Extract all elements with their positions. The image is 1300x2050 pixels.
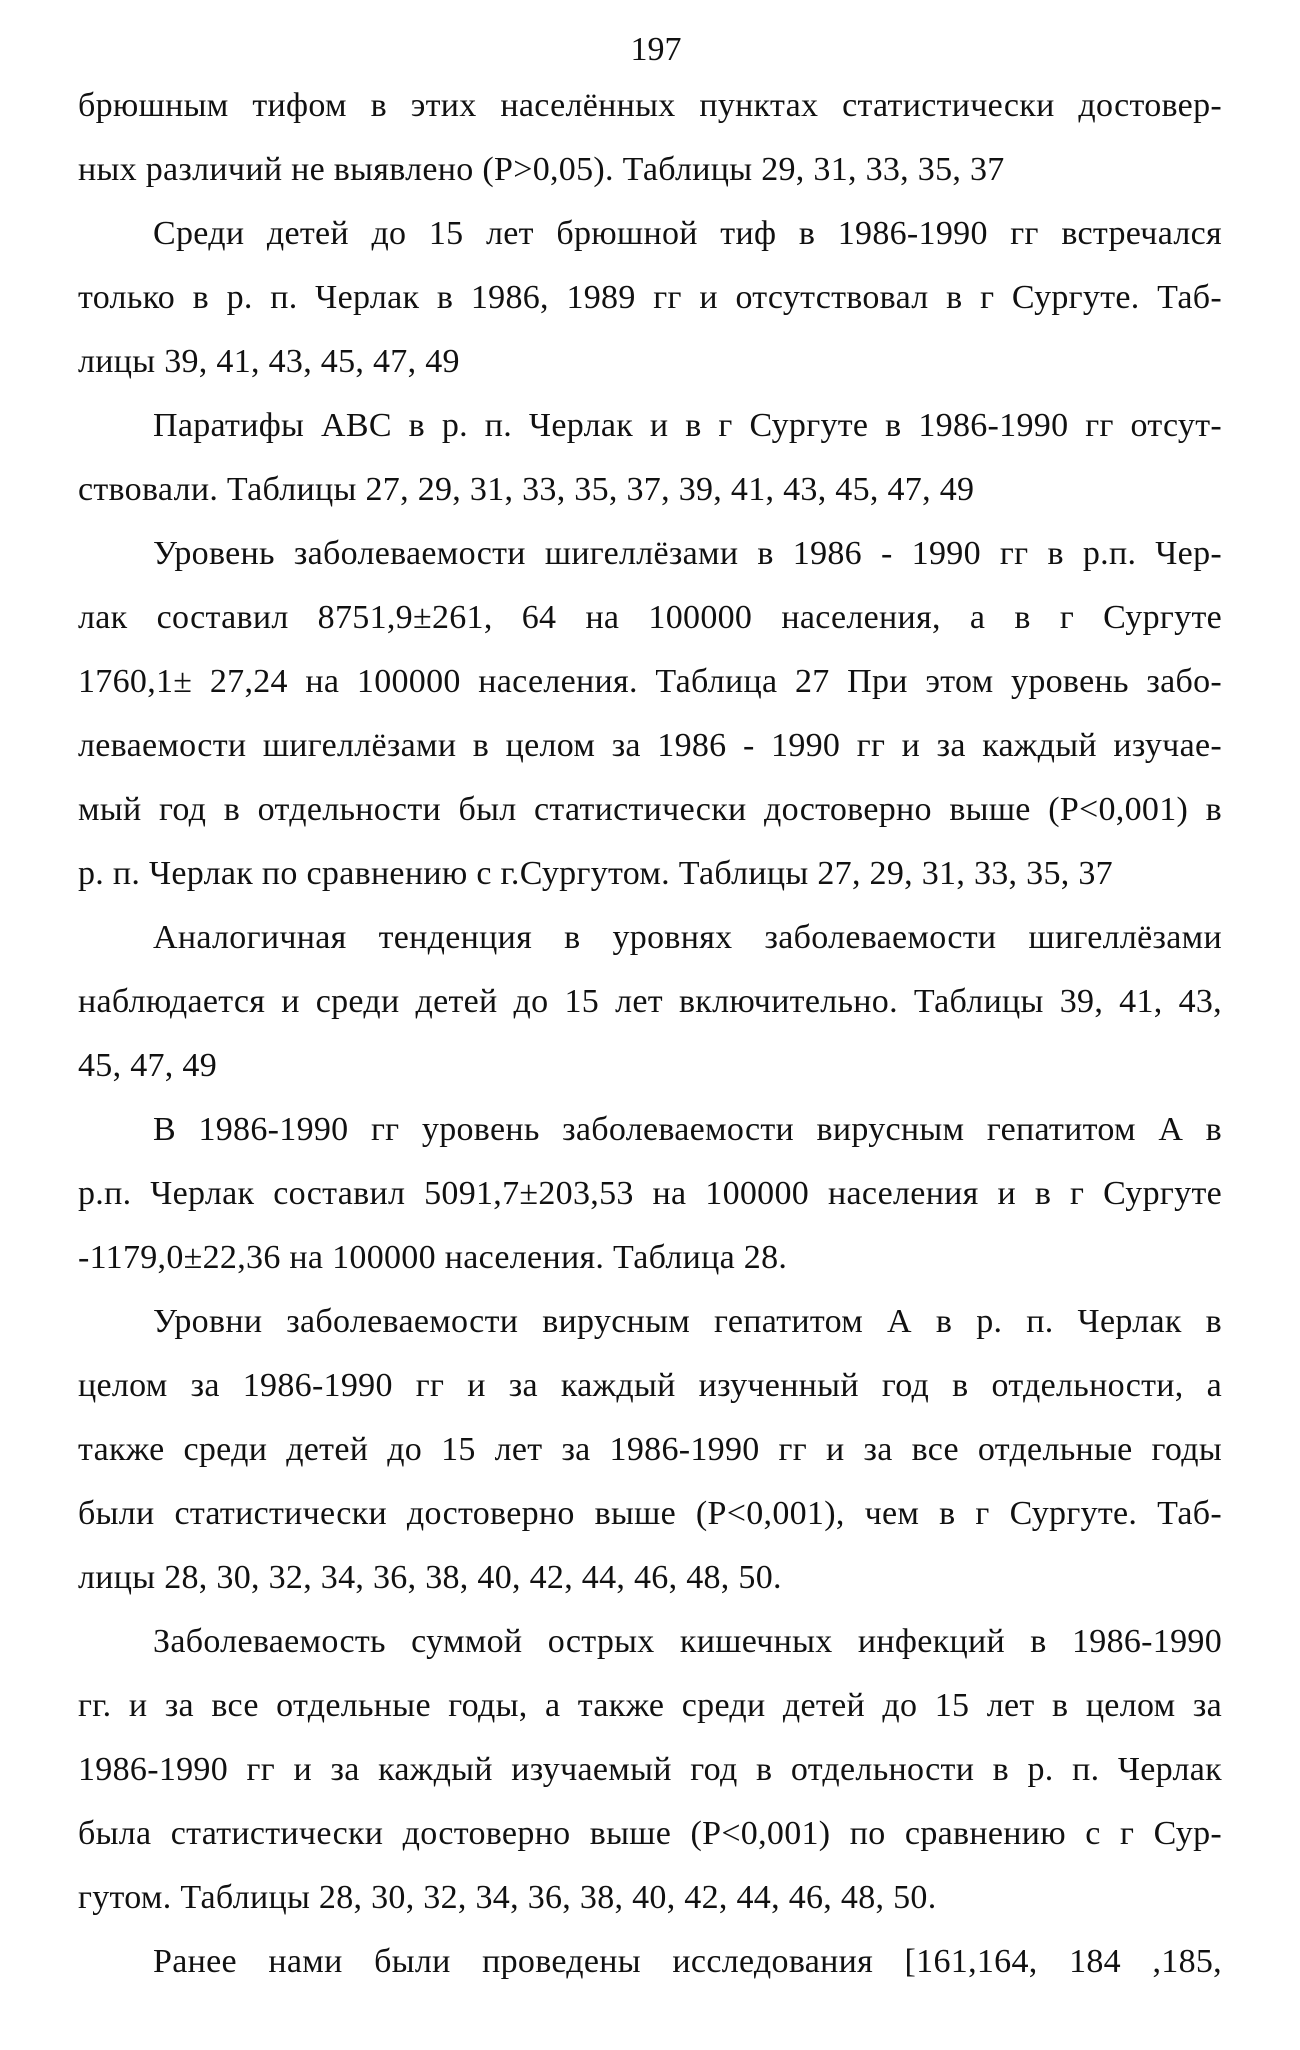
paragraph — [78, 1930, 1222, 1994]
text-line: лицы 39, 41, 43, 45, 47, 49 — [78, 343, 460, 380]
body-text — [78, 74, 1222, 1994]
text-line: леваемости шигеллёзами в целом за 1986 - 1990 гг и за каждый изучае- — [78, 727, 1222, 764]
text-line: Заболеваемость суммой острых кишечных инфекций в 1986-1990 — [153, 1623, 1222, 1660]
text-line: гутом. Таблицы 28, 30, 32, 34, 36, 38, 40, 42, 44, 46, 48, 50. — [78, 1879, 937, 1916]
text-line: Уровни заболеваемости вирусным гепатитом А в р. п. Черлак в — [153, 1303, 1222, 1340]
text-line: 1986-1990 гг и за каждый изучаемый год в отдельности в р. п. Черлак — [78, 1751, 1222, 1788]
text-line: были статистически достоверно выше (Р<0,001), чем в г Сургуте. Таб- — [78, 1495, 1222, 1532]
text-line: лицы 28, 30, 32, 34, 36, 38, 40, 42, 44, 46, 48, 50. — [78, 1559, 782, 1596]
text-line: брюшным тифом в этих населённых пунктах статистически достовер- — [78, 87, 1222, 124]
page-number: 197 — [630, 31, 682, 68]
text-line: р. п. Черлак по сравнению с г.Сургутом. Таблицы 27, 29, 31, 33, 35, 37 — [78, 855, 1113, 892]
text-line: р.п. Черлак составил 5091,7±203,53 на 100000 населения и в г Сургуте — [78, 1175, 1222, 1212]
paragraph — [78, 394, 1222, 522]
paragraph — [78, 1290, 1222, 1610]
text-line: лак составил 8751,9±261, 64 на 100000 населения, а в г Сургуте — [78, 599, 1222, 636]
text-line: В 1986-1990 гг уровень заболеваемости вирусным гепатитом А в — [153, 1111, 1222, 1148]
text-line: Паратифы АВС в р. п. Черлак и в г Сургуте в 1986-1990 гг отсут- — [153, 407, 1222, 444]
text-line: была статистически достоверно выше (Р<0,001) по сравнению с г Сур- — [78, 1815, 1222, 1852]
paragraph — [78, 74, 1222, 202]
text-line: Ранее нами были проведены исследования [161,164, 184 ,185, — [153, 1943, 1222, 1980]
text-line: гг. и за все отдельные годы, а также среди детей до 15 лет в целом за — [78, 1687, 1222, 1724]
text-line: наблюдается и среди детей до 15 лет включительно. Таблицы 39, 41, 43, — [78, 983, 1222, 1020]
text-line: ствовали. Таблицы 27, 29, 31, 33, 35, 37, 39, 41, 43, 45, 47, 49 — [78, 471, 975, 508]
text-line: Среди детей до 15 лет брюшной тиф в 1986-1990 гг встречался — [153, 215, 1222, 252]
paragraph — [78, 522, 1222, 906]
text-line: также среди детей до 15 лет за 1986-1990 гг и за все отдельные годы — [78, 1431, 1222, 1468]
text-line: 1760,1± 27,24 на 100000 населения. Таблица 27 При этом уровень забо- — [78, 663, 1222, 700]
document-page — [78, 30, 1222, 1994]
paragraph — [78, 906, 1222, 1098]
text-line: мый год в отдельности был статистически достоверно выше (Р<0,001) в — [78, 791, 1222, 828]
text-line: 45, 47, 49 — [78, 1047, 217, 1084]
paragraph — [78, 202, 1222, 394]
text-line: -1179,0±22,36 на 100000 населения. Таблица 28. — [78, 1239, 788, 1276]
text-line: целом за 1986-1990 гг и за каждый изученный год в отдельности, а — [78, 1367, 1222, 1404]
text-line: ных различий не выявлено (Р>0,05). Таблицы 29, 31, 33, 35, 37 — [78, 151, 1005, 188]
text-line: Уровень заболеваемости шигеллёзами в 1986 - 1990 гг в р.п. Чер- — [153, 535, 1222, 572]
paragraph — [78, 1098, 1222, 1290]
text-line: Аналогичная тенденция в уровнях заболеваемости шигеллёзами — [153, 919, 1222, 956]
text-line: только в р. п. Черлак в 1986, 1989 гг и отсутствовал в г Сургуте. Таб- — [78, 279, 1222, 316]
paragraph — [78, 1610, 1222, 1930]
